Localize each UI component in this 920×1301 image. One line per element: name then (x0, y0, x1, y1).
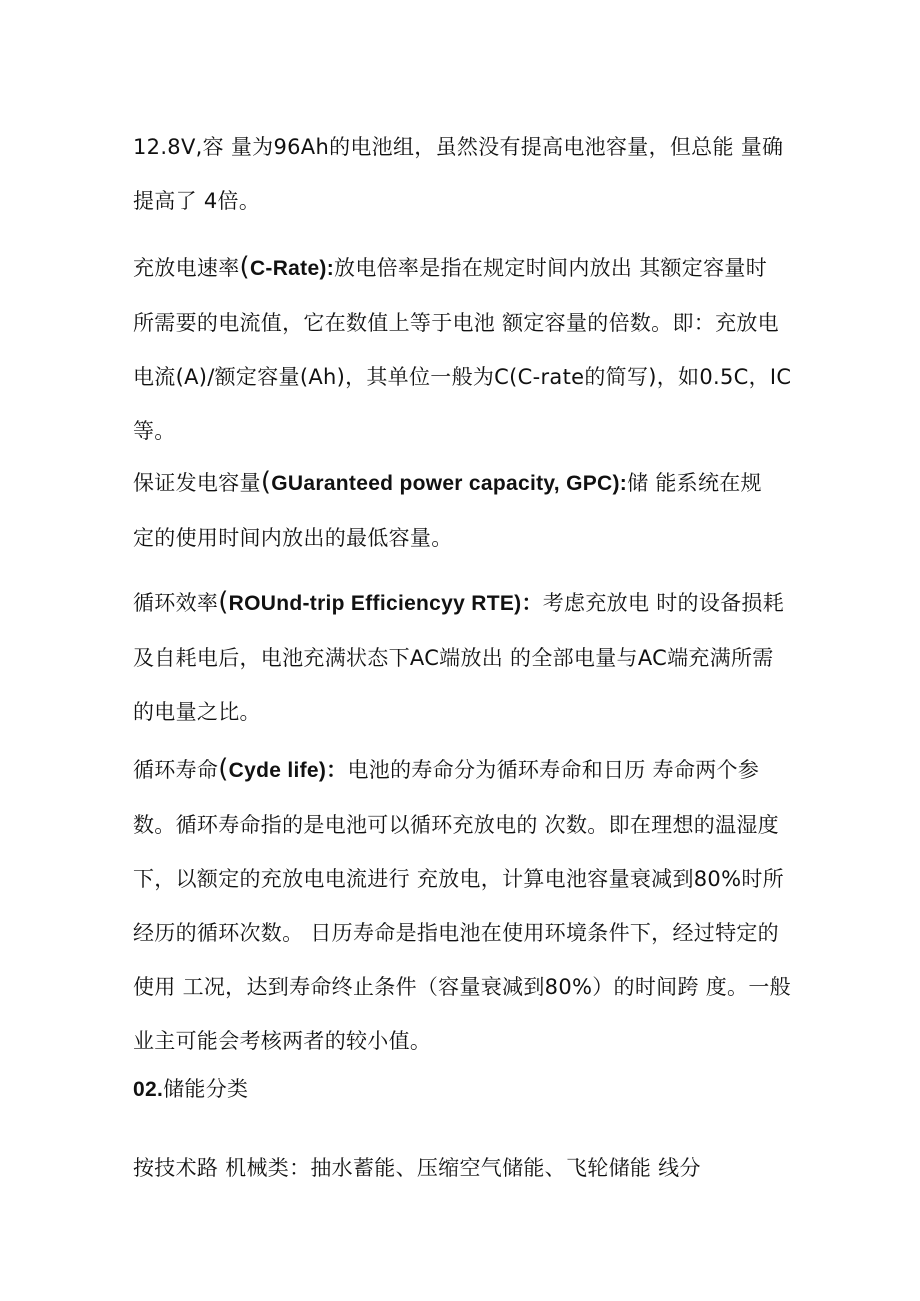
text-segment: 储 能系统在规 (627, 471, 762, 495)
text-line: 等。 (133, 419, 176, 443)
text-line: 业主可能会考核两者的较小值。 (133, 1029, 432, 1053)
paragraph-rte (133, 575, 793, 739)
paragraph-gpc (133, 455, 793, 565)
term-paren: ( (239, 252, 250, 282)
heading-text: 储能分类 (163, 1077, 249, 1101)
text-segment: 考虑充放电 时的设备损耗 (542, 591, 785, 615)
text-line: 数。循环寿命指的是电池可以循环充放电的 次数。即在理想的温湿度 (133, 813, 779, 837)
term-paren: ( (260, 467, 272, 497)
text-line: 提高了 4倍。 (133, 189, 261, 213)
term-name: GUaranteed power capacity, GPC): (271, 472, 628, 495)
text-line: 定的使用时间内放出的最低容量。 (133, 526, 453, 550)
text-segment: 放电倍率是指在规定时间内放出 其额定容量时 (334, 256, 767, 280)
text-line (133, 1062, 793, 1117)
term-lead: 保证发电容量 (133, 471, 261, 495)
text-line: 12.8V,容 量为96Ah的电池组，虽然没有提高电池容量，但总能 量确 (133, 135, 784, 159)
text-line (133, 240, 793, 296)
text-line: 的电量之比。 (133, 700, 261, 724)
text-segment: 电池的寿命分为循环寿命和日历 寿命两个参 (347, 758, 760, 782)
paragraph-cycle-life (133, 742, 793, 1068)
text-line (133, 575, 793, 631)
text-line: 下，以额定的充放电电流进行 充放电，计算电池容量衰减到80%时所 (133, 867, 784, 891)
text-line: 按技术路 机械类：抽水蓄能、压缩空气储能、飞轮储能 线分 (133, 1156, 701, 1180)
text-line: 电流(A)/额定容量(Ah)，其单位一般为C(C-rate的简写)，如0.5C，IC (133, 365, 792, 389)
text-line (133, 742, 793, 798)
paragraph-classification (133, 1141, 793, 1195)
text-line: 所需要的电流值，它在数值上等于电池 额定容量的倍数。即：充放电 (133, 311, 779, 335)
text-line: 经历的循环次数。 日历寿命是指电池在使用环境条件下，经过特定的 (133, 921, 779, 945)
paragraph-capacity (133, 120, 793, 228)
paragraph-c-rate (133, 240, 793, 458)
text-line: 使用 工况，达到寿命终止条件（容量衰减到80%）的时间跨 度。一般 (133, 975, 791, 999)
term-lead: 充放电速率 (133, 256, 240, 280)
term-paren: ( (218, 754, 229, 784)
section-heading (133, 1062, 793, 1117)
term-name: C-Rate): (249, 257, 335, 280)
term-paren: ( (218, 587, 229, 617)
term-name: ROUnd-trip Efficiencyy RTE)： (228, 592, 543, 615)
text-line (133, 455, 793, 511)
term-lead: 循环效率 (133, 591, 219, 615)
term-name: Cyde life)： (228, 759, 348, 782)
heading-number: 02. (133, 1078, 164, 1101)
text-line: 及自耗电后，电池充满状态下AC端放出 的全部电量与AC端充满所需 (133, 646, 774, 670)
term-lead: 循环寿命 (133, 758, 219, 782)
